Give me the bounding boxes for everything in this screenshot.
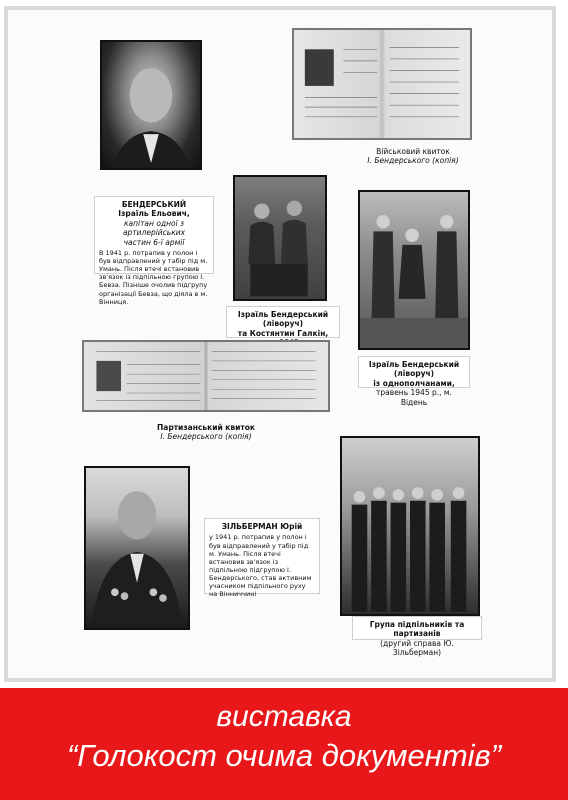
military-id-caption-line2: І. Бендерського (копія) bbox=[367, 156, 459, 166]
bendersky-bio-caption bbox=[94, 196, 214, 306]
group-photo-caption bbox=[352, 616, 482, 658]
bendersky-galkin-line2: та Костянтин Галкін, bbox=[237, 328, 329, 338]
bendersky-rank-line2: капітан одної з артилерійських bbox=[122, 218, 186, 238]
partisan-id-line1: Партизанський квиток bbox=[157, 423, 255, 432]
group-photo-line2: (другий справа Ю. Зільберман) bbox=[380, 638, 454, 658]
bendersky-comrades-photo bbox=[358, 190, 470, 350]
bendersky-galkin-line1: Ізраїль Бендерський (ліворуч) bbox=[237, 310, 329, 329]
zilberman-bio-caption bbox=[204, 518, 320, 599]
bendersky-bio-text: В 1941 р. потрапив у полон і був відправлений у табір під м. Умань. Після втечі встановив зв'язок із підпільною групою І. Бевза. Пізніше очолив підгрупу організації Бевза, що діяла в м. Вінниця. bbox=[99, 248, 208, 306]
military-id-caption bbox=[355, 144, 471, 166]
bendersky-galkin-caption bbox=[226, 306, 340, 338]
bendersky-comrades-caption bbox=[358, 356, 470, 407]
partisan-id-photo bbox=[82, 340, 330, 412]
military-id-caption-line1: Військовий квиток bbox=[376, 147, 450, 156]
group-photo bbox=[340, 436, 480, 616]
exhibit-title-line1: виставка bbox=[216, 700, 352, 733]
bendersky-name: БЕНДЕРСЬКИЙ bbox=[121, 200, 187, 209]
bendersky-comrades-line2: із однополчанами, bbox=[373, 378, 455, 388]
partisan-id-line2: І. Бендерського (копія) bbox=[160, 432, 252, 442]
exhibit-title-banner bbox=[0, 688, 568, 800]
group-photo-line1: Група підпільників та партизанів bbox=[369, 620, 465, 639]
zilberman-name: ЗІЛЬБЕРМАН Юрій bbox=[221, 522, 303, 531]
bendersky-galkin-photo bbox=[233, 175, 327, 301]
bendersky-comrades-line3: травень 1945 р., м. Відень bbox=[376, 388, 452, 407]
portrait-bendersky-photo bbox=[100, 40, 202, 170]
bendersky-comrades-line1: Ізраїль Бендерський (ліворуч) bbox=[368, 360, 460, 379]
bendersky-rank-line3: частин 6-ї армії bbox=[123, 237, 185, 247]
exhibit-title-line2: “Голокост очима документів” bbox=[66, 738, 502, 773]
portrait-zilberman-photo bbox=[84, 466, 190, 630]
military-id-photo bbox=[292, 28, 472, 140]
zilberman-bio-text: у 1941 р. потрапив у полон і був відправлений у табір під м. Умань. Після втечі встановив зв'язок із підпільною підгрупою І. Бендерського, став активним учасником підпільного руху на Вінниччині bbox=[209, 533, 312, 599]
bendersky-first-name: Ізраїль Ельович, bbox=[118, 209, 190, 219]
partisan-id-caption bbox=[150, 420, 262, 442]
